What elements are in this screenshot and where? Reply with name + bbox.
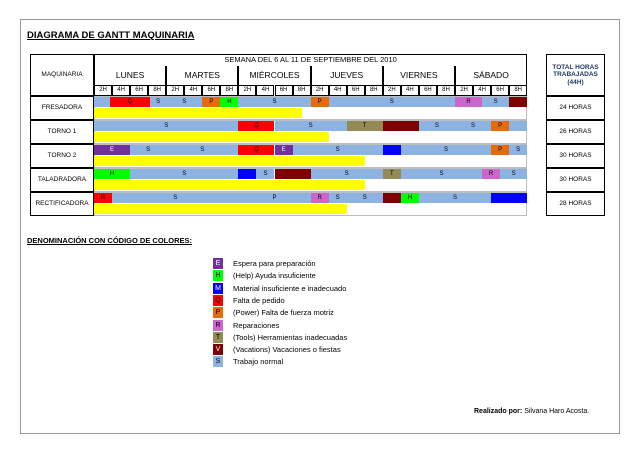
gantt-segment bbox=[275, 169, 311, 179]
legend-swatch: H bbox=[213, 270, 223, 281]
gantt-segment: S bbox=[238, 97, 310, 107]
footer-author: Silvana Haro Acosta. bbox=[524, 408, 590, 415]
gantt-segment: P bbox=[311, 97, 329, 107]
day-header: VIERNES bbox=[383, 66, 455, 85]
day-header: SÁBADO bbox=[455, 66, 527, 85]
gantt-segment: S bbox=[166, 145, 238, 155]
gantt-segment: S bbox=[293, 145, 383, 155]
gantt-segment bbox=[94, 97, 110, 107]
actual-bar bbox=[94, 180, 365, 190]
slot-header: 4H bbox=[401, 85, 419, 96]
gantt-segment: H bbox=[94, 169, 130, 179]
gantt-segment: P bbox=[491, 145, 509, 155]
actual-bar bbox=[94, 204, 347, 214]
legend-swatch: V bbox=[213, 344, 223, 355]
slot-header: 6H bbox=[419, 85, 437, 96]
slot-header: 2H bbox=[94, 85, 112, 96]
actual-bar bbox=[94, 132, 329, 142]
footer-credit bbox=[474, 408, 589, 415]
gantt-segment: S bbox=[401, 145, 491, 155]
machine-name: RECTIFICADORA bbox=[30, 192, 94, 216]
gantt-segment: R bbox=[94, 193, 112, 203]
header-total: TOTAL HORAS TRABAJADAS (44H) bbox=[546, 54, 605, 96]
gantt-segment: Q bbox=[238, 121, 274, 131]
gantt-segment: S bbox=[482, 97, 509, 107]
legend-label: Espera para preparación bbox=[233, 259, 316, 268]
gantt-segment: H bbox=[401, 193, 419, 203]
legend-swatch: P bbox=[213, 307, 223, 318]
gantt-segment: Q bbox=[238, 145, 274, 155]
legend-label: Reparaciones bbox=[233, 320, 280, 330]
gantt-segment: S bbox=[130, 145, 166, 155]
header-week: SEMANA DEL 6 AL 11 DE SEPTIEMBRE DEL 2010 bbox=[94, 54, 527, 66]
gantt-segment: T bbox=[347, 121, 383, 131]
legend-label: Falta de pedido bbox=[233, 295, 285, 305]
day-header: LUNES bbox=[94, 66, 166, 85]
slot-header: 6H bbox=[202, 85, 220, 96]
slot-header: 2H bbox=[166, 85, 184, 96]
gantt-segment: Q bbox=[110, 97, 150, 107]
legend-swatch: R bbox=[213, 320, 223, 331]
gantt-segment: E bbox=[275, 145, 293, 155]
slot-header: 2H bbox=[455, 85, 473, 96]
day-header: JUEVES bbox=[311, 66, 383, 85]
gantt-segment bbox=[238, 169, 256, 179]
legend-label: (Power) Falta de fuerza motriz bbox=[233, 308, 334, 318]
slot-header: 2H bbox=[311, 85, 329, 96]
gantt-segment: R bbox=[455, 97, 482, 107]
legend-swatch: E bbox=[213, 258, 223, 269]
actual-bar bbox=[94, 156, 365, 166]
gantt-segment: P bbox=[238, 193, 310, 203]
gantt-segment: S bbox=[455, 121, 491, 131]
day-header: MARTES bbox=[166, 66, 238, 85]
gantt-segment: P bbox=[202, 97, 220, 107]
slot-header: 6H bbox=[347, 85, 365, 96]
actual-bar bbox=[94, 108, 302, 118]
page-title: DIAGRAMA DE GANTT MAQUINARIA bbox=[27, 30, 195, 41]
legend-label: Material insuficiente e inadecuado bbox=[233, 283, 347, 293]
gantt-segment: S bbox=[347, 193, 383, 203]
gantt-segment: E bbox=[94, 145, 130, 155]
legend-label: (Vacations) Vacaciones o fiestas bbox=[233, 345, 341, 355]
gantt-segment bbox=[509, 121, 527, 131]
gantt-segment bbox=[383, 193, 401, 203]
machine-total: 28 HORAS bbox=[546, 192, 605, 216]
gantt-segment: S bbox=[166, 97, 202, 107]
slot-header: 2H bbox=[238, 85, 256, 96]
slot-header: 8H bbox=[509, 85, 527, 96]
slot-header: 8H bbox=[365, 85, 383, 96]
gantt-segment: R bbox=[482, 169, 500, 179]
slot-header: 8H bbox=[220, 85, 238, 96]
gantt-segment: S bbox=[419, 121, 455, 131]
slot-header: 8H bbox=[437, 85, 455, 96]
slot-header: 4H bbox=[473, 85, 491, 96]
legend-label: (Help) Ayuda insuficiente bbox=[233, 271, 316, 281]
gantt-segment: S bbox=[150, 97, 166, 107]
gantt-segment: S bbox=[130, 169, 238, 179]
legend-swatch: M bbox=[213, 283, 223, 294]
legend-swatch: T bbox=[213, 332, 223, 343]
gantt-segment: S bbox=[94, 121, 238, 131]
slot-header: 4H bbox=[184, 85, 202, 96]
slot-header: 4H bbox=[256, 85, 274, 96]
gantt-segment bbox=[491, 193, 527, 203]
gantt-segment: R bbox=[311, 193, 329, 203]
footer-label: Realizado por: bbox=[474, 408, 523, 415]
slot-header: 8H bbox=[148, 85, 166, 96]
gantt-segment: P bbox=[491, 121, 509, 131]
legend-swatch: S bbox=[213, 356, 223, 367]
gantt-segment: S bbox=[311, 169, 383, 179]
slot-header: 4H bbox=[329, 85, 347, 96]
gantt-segment: H bbox=[220, 97, 238, 107]
machine-total: 26 HORAS bbox=[546, 120, 605, 144]
slot-header: 2H bbox=[383, 85, 401, 96]
machine-total: 24 HORAS bbox=[546, 96, 605, 120]
header-machine: MAQUINARIA bbox=[30, 54, 94, 96]
machine-total: 30 HORAS bbox=[546, 168, 605, 192]
gantt-segment: T bbox=[383, 169, 401, 179]
gantt-segment: S bbox=[256, 169, 274, 179]
day-header: MIÉRCOLES bbox=[238, 66, 310, 85]
machine-total: 30 HORAS bbox=[546, 144, 605, 168]
machine-name: TORNO 1 bbox=[30, 120, 94, 144]
gantt-segment bbox=[383, 145, 401, 155]
slot-header: 4H bbox=[112, 85, 130, 96]
slot-header: 6H bbox=[275, 85, 293, 96]
legend-label: (Tools) Herramientas inadecuadas bbox=[233, 332, 348, 342]
gantt-segment: S bbox=[329, 97, 455, 107]
gantt-segment: S bbox=[419, 193, 491, 203]
machine-name: TALADRADORA bbox=[30, 168, 94, 192]
gantt-segment bbox=[383, 121, 419, 131]
slot-header: 6H bbox=[491, 85, 509, 96]
gantt-segment bbox=[509, 97, 527, 107]
gantt-segment: S bbox=[275, 121, 347, 131]
slot-header: 8H bbox=[293, 85, 311, 96]
legend-title: DENOMINACIÓN CON CÓDIGO DE COLORES: bbox=[27, 236, 193, 245]
machine-name: FRESADORA bbox=[30, 96, 94, 120]
gantt-segment: S bbox=[112, 193, 238, 203]
gantt-segment: S bbox=[401, 169, 482, 179]
gantt-segment: S bbox=[500, 169, 527, 179]
gantt-segment: S bbox=[329, 193, 347, 203]
gantt-segment: S bbox=[509, 145, 527, 155]
slot-header: 6H bbox=[130, 85, 148, 96]
legend-label: Trabajo normal bbox=[233, 357, 284, 367]
legend-swatch: Q bbox=[213, 295, 223, 306]
machine-name: TORNO 2 bbox=[30, 144, 94, 168]
